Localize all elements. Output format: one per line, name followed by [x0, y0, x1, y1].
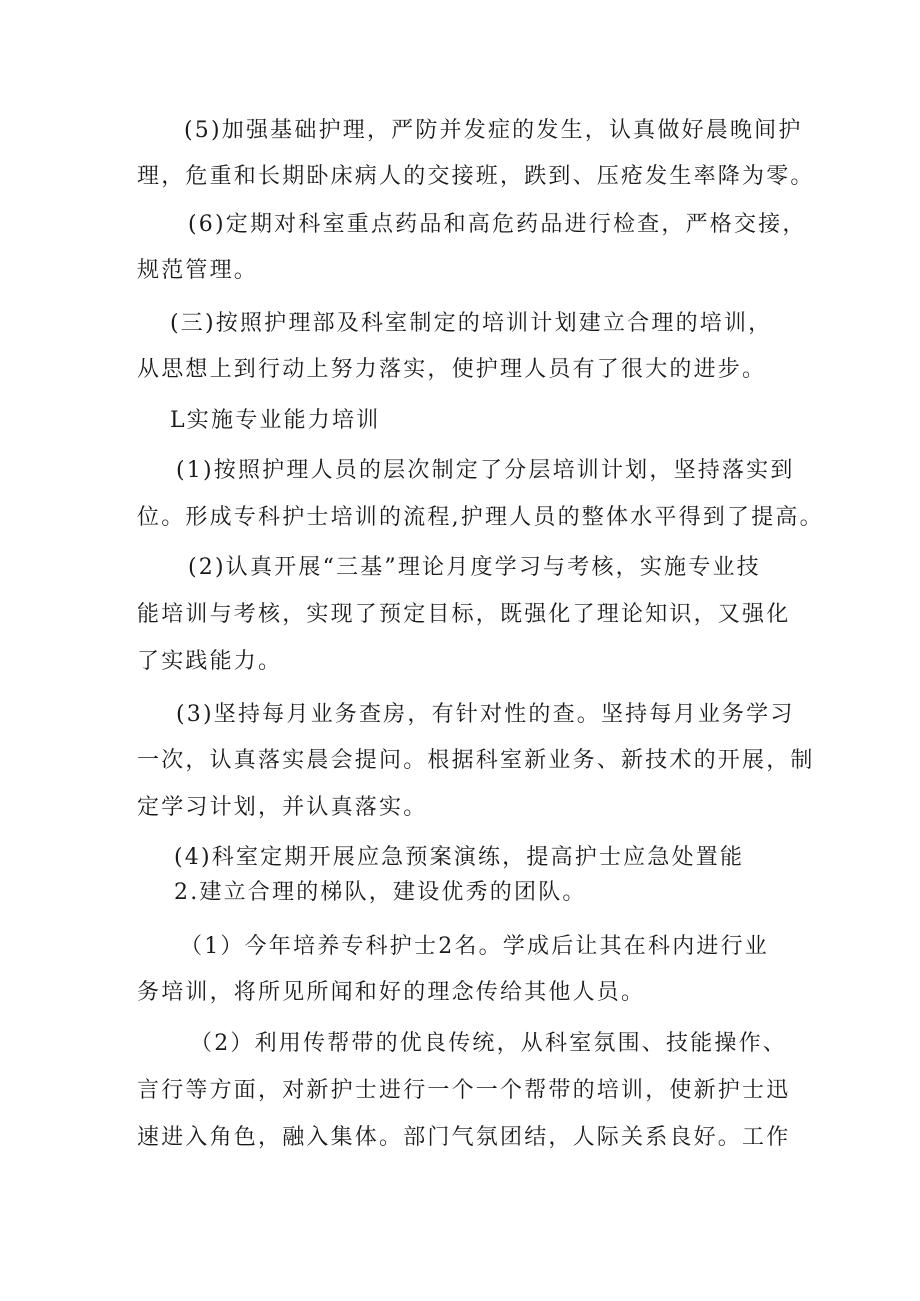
text-line: 速进入角色，融入集体。部门气氛团结，人际关系良好。工作 [137, 1125, 791, 1150]
text-line: (2)认真开展“三基”理论月度学习与考核，实施专业技 [188, 555, 761, 580]
subsection-heading: 2.建立合理的梯队，建设优秀的团队。 [174, 880, 587, 905]
text-line: （2）利用传帮带的优良传统，从科室氛围、技能操作、 [190, 1031, 787, 1056]
text-line: 定学习计划，并认真落实。 [137, 795, 428, 820]
text-line: 言行等方面，对新护士进行一个一个帮带的培训，使新护士迅 [137, 1078, 791, 1103]
section-heading: (三)按照护理部及科室制定的培训计划建立合理的培训， [170, 311, 773, 336]
text-line: (6)定期对科室重点药品和高危药品进行检查，严格交接， [188, 212, 807, 237]
text-line: 一次，认真落实晨会提问。根据科室新业务、新技术的开展，制 [137, 748, 815, 773]
text-line: (5)加强基础护理，严防并发症的发生，认真做好晨晚间护 [184, 118, 803, 143]
text-line: 从思想上到行动上努力落实，使护理人员有了很大的进步。 [137, 357, 767, 382]
text-line: 能培训与考核，实现了预定目标，既强化了理论知识，又强化 [137, 602, 791, 627]
text-line: (3)坚持每月业务查房，有针对性的查。坚持每月业务学习 [176, 702, 795, 727]
text-line: (4)科室定期开展应急预案演练，提高护士应急处置能 [174, 845, 745, 870]
text-line: 务培训，将所见所闻和好的理念传给其他人员。 [137, 980, 646, 1005]
text-line: 规范管理。 [137, 258, 259, 283]
text-line: 理，危重和长期卧床病人的交接班，跌到、压疮发生率降为零。 [137, 164, 815, 189]
text-line: 位。形成专科护士培训的流程,护理人员的整体水平得到了提高。 [137, 505, 824, 530]
text-line: （1）今年培养专科护士2名。学成后让其在科内进行业 [180, 934, 769, 959]
subsection-heading: L实施专业能力培训 [170, 408, 381, 433]
text-line: (1)按照护理人员的层次制定了分层培训计划，坚持落实到 [176, 458, 795, 483]
text-line: 了实践能力。 [137, 649, 283, 674]
